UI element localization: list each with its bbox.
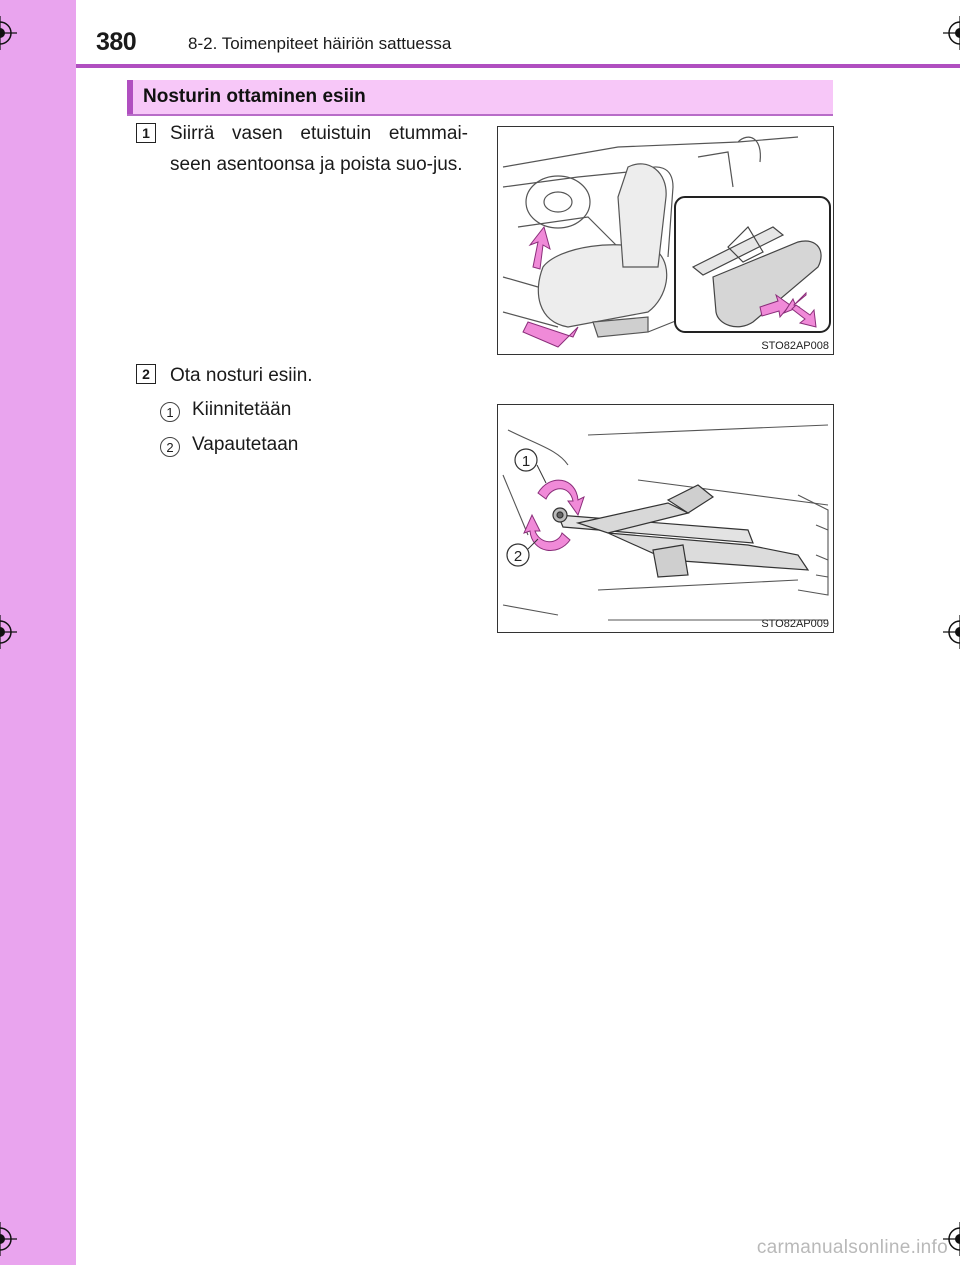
chapter-title: 8-2. Toimenpiteet häiriön sattuessa: [188, 34, 452, 53]
figure-code-1: STO82AP008: [761, 340, 829, 352]
svg-text:2: 2: [513, 548, 523, 565]
footer-watermark: carmanualsonline.info: [756, 1237, 948, 1258]
step-2-badge: 2: [136, 364, 156, 384]
figure-callout-2: [507, 539, 538, 566]
figure-callout-1: [515, 449, 546, 483]
step-2-text: Ota nosturi esiin.: [170, 365, 313, 386]
jack-illustration: [498, 405, 833, 632]
step-1-badge: 1: [136, 123, 156, 143]
header-rule: [76, 64, 960, 68]
figure-seat-cover: [497, 126, 834, 355]
step-1-text: Siirrä vasen etuistuin etummai-seen asentoonsa ja poista suo-jus.: [170, 123, 468, 175]
sub-item-1-label: Kiinnitetään: [192, 399, 292, 420]
registration-mark-icon: [943, 615, 960, 649]
figure-jack: [497, 404, 834, 633]
seat-cover-illustration: [498, 127, 833, 354]
section-heading: [127, 80, 833, 116]
figure-code-2: STO82AP009: [761, 618, 829, 630]
inset-detail-box: [675, 197, 830, 332]
registration-mark-icon: [0, 16, 17, 50]
sub-item-2-marker: 2: [160, 437, 180, 457]
sub-item-2-label: Vapautetaan: [192, 434, 299, 455]
page-number: 380: [96, 28, 137, 56]
svg-text:1: 1: [521, 453, 531, 470]
registration-mark-icon: [943, 16, 960, 50]
registration-mark-icon: [0, 615, 17, 649]
section-title: Nosturin ottaminen esiin: [143, 86, 366, 107]
registration-mark-icon: [0, 1222, 17, 1256]
section-heading-accent: [127, 80, 133, 114]
sub-item-1-marker: 1: [160, 402, 180, 422]
